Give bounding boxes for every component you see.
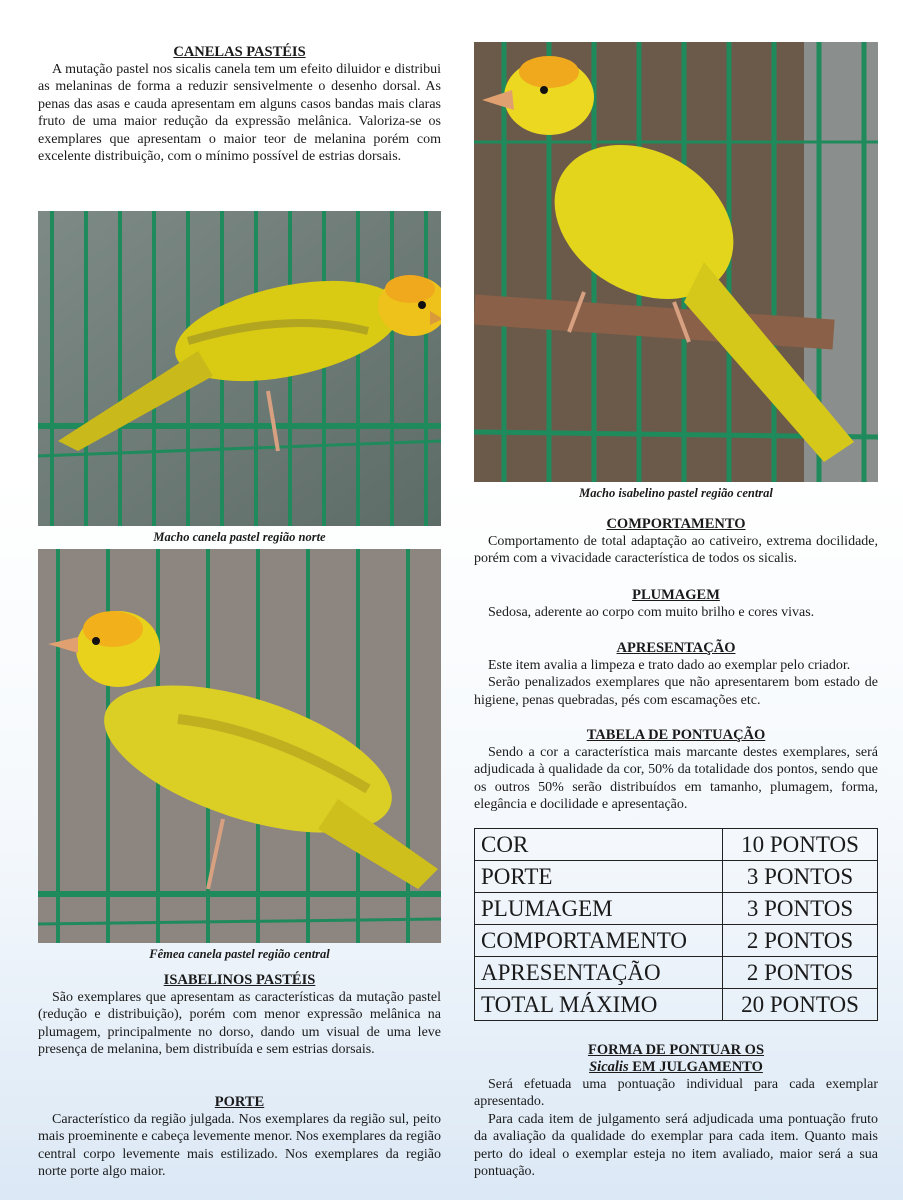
score-points: 20 PONTOS [723,989,878,1021]
table-row [475,829,878,861]
photo-femea-canela-central [38,549,441,943]
photo-macho-canela-norte [38,211,441,526]
porte-text: Característico da região julgada. Nos exemplares da região sul, peito mais proeminente e cabeça levemente menor. Nos exemplares da região central corpo levemente mais estilizado. Nos exemplares da região norte porte algo maior. [38,1112,441,1180]
comportamento-text: Comportamento de total adaptação ao cativeiro, extrema docilidade, porém com a vivacidade característica de todos os sicalis. [474,534,878,567]
score-points: 2 PONTOS [723,957,878,989]
apresentacao-text-2: Serão penalizados exemplares que não apresentarem bom estado de higiene, penas quebradas, pés com escamações etc. [474,675,878,708]
photo3-caption: Macho isabelino pastel região central [579,486,773,500]
isabelinos-title: ISABELINOS PASTÉIS [163,972,316,988]
table-row [475,957,878,989]
forma-title-line1: FORMA DE PONTUAR OS [587,1042,765,1058]
table-row [475,925,878,957]
forma-text-1: Será efetuada uma pontuação individual para cada exemplar apresentado. [474,1077,878,1110]
tabela-title: TABELA DE PONTUAÇÃO [586,727,766,743]
apresentacao-text [474,657,878,709]
score-item: APRESENTAÇÃO [475,957,723,989]
canelas-title: CANELAS PASTÉIS [173,44,306,60]
canelas-text: A mutação pastel nos sicalis canela tem um efeito diluidor e distribui as melaninas de forma a reduzir sensivelmente o desenho dorsal. As penas das asas e cauda apresentam em alguns casos bandas mais claras fruto de uma maior redução da expressão melânica. Valoriza-se os exemplares que apresentam o maior teor de melanina porém com excelente distribuição, com o mínimo possível de estrias dorsais. [38,62,441,165]
apresentacao-title: APRESENTAÇÃO [616,640,736,656]
forma-title-italic: Sicalis [589,1059,629,1075]
score-item: PLUMAGEM [475,893,723,925]
forma-title [474,1042,878,1076]
score-points: 3 PONTOS [723,861,878,893]
photo2-caption: Fêmea canela pastel região central [149,947,330,961]
forma-title-line2: EM JULGAMENTO [628,1059,763,1075]
forma-text-2: Para cada item de julgamento será adjudicada uma pontuação fruto da avaliação da qualidade do exemplar para cada item. Quanto mais perto do ideal o exemplar esteja no item avaliado, maior será a sua pontuação. [474,1111,878,1180]
score-table [474,828,878,1021]
table-row [475,861,878,893]
photo-macho-isabelino-central [474,42,878,482]
score-points: 2 PONTOS [723,925,878,957]
plumagem-title: PLUMAGEM [632,587,720,603]
score-item: COR [475,829,723,861]
comportamento-title: COMPORTAMENTO [606,516,746,532]
tabela-text: Sendo a cor a característica mais marcante destes exemplares, será adjudicada à qualidade da cor, 50% da totalidade dos pontos, sendo que os outros 50% serão distribuídos em tamanho, plumagem, forma, elegância e docilidade e apresentação. [474,745,878,813]
forma-text [474,1076,878,1180]
table-row [475,893,878,925]
photo1-caption: Macho canela pastel região norte [153,530,326,544]
score-item: COMPORTAMENTO [475,925,723,957]
table-row [475,989,878,1021]
score-points: 3 PONTOS [723,893,878,925]
apresentacao-text-1: Este item avalia a limpeza e trato dado ao exemplar pelo criador. [488,658,851,673]
porte-title: PORTE [214,1094,265,1110]
isabelinos-text: São exemplares que apresentam as características da mutação pastel (redução e distribuição), porém com menor expressão melânica na plumagem, principalmente no dorso, dando um visual de uma leve presença de melanina, bem distribuída e sem estrias dorsais. [38,990,441,1058]
plumagem-text: Sedosa, aderente ao corpo com muito brilho e cores vivas. [488,605,815,620]
score-item: TOTAL MÁXIMO [475,989,723,1021]
score-item: PORTE [475,861,723,893]
score-points: 10 PONTOS [723,829,878,861]
